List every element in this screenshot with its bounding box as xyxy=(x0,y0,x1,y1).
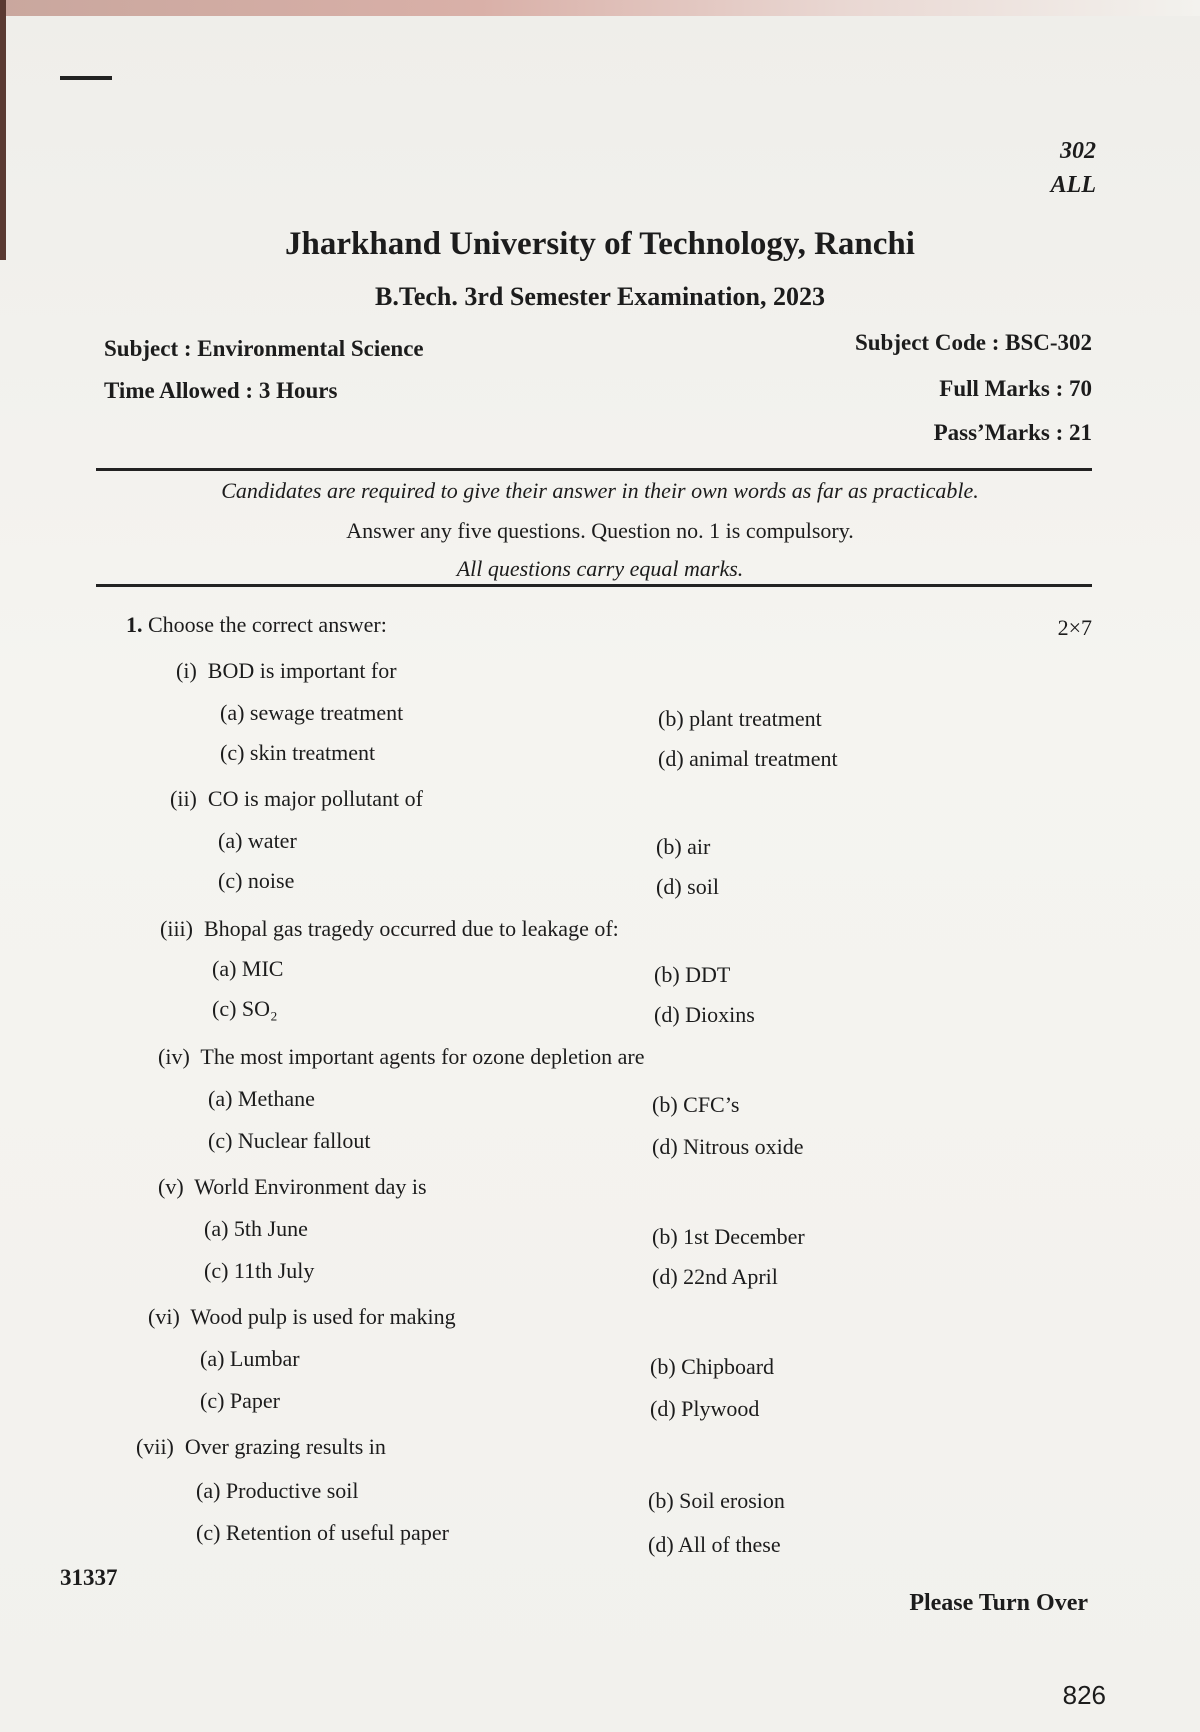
option-ii-c: (c) noise xyxy=(218,868,295,893)
pass-marks: Pass’Marks : 21 xyxy=(933,420,1092,445)
option-vii-b: (b) Soil erosion xyxy=(648,1488,785,1513)
subquestion-number: (i) xyxy=(176,658,197,683)
booklet-code: 31337 xyxy=(60,1565,118,1590)
option-i-a: (a) sewage treatment xyxy=(220,700,404,725)
subquestion-text: BOD is important for xyxy=(207,658,397,683)
instruction-line-2: Answer any five questions. Question no. 1 is compulsory. xyxy=(346,518,854,543)
option-vii-a: (a) Productive soil xyxy=(196,1478,359,1503)
option-vi-d: (d) Plywood xyxy=(650,1396,760,1421)
option-i-c: (c) skin treatment xyxy=(220,740,376,765)
option-i-d: (d) animal treatment xyxy=(658,746,838,771)
university-title: Jharkhand University of Technology, Ranchi xyxy=(285,226,915,262)
subquestion-number: (ii) xyxy=(170,786,197,811)
subquestion-iii xyxy=(160,916,619,942)
question-1-heading xyxy=(126,612,387,638)
option-iii-a: (a) MIC xyxy=(212,956,284,981)
option-iii-c: (c) SO₂ xyxy=(212,996,278,1021)
paper-code: 302 xyxy=(1060,138,1096,164)
option-v-d: (d) 22nd April xyxy=(652,1264,778,1289)
please-turn-over: Please Turn Over xyxy=(909,1590,1088,1616)
subject-code: Subject Code : BSC-302 xyxy=(854,330,1092,355)
subquestion-text: Bhopal gas tragedy occurred due to leakage of: xyxy=(204,916,619,941)
option-iii-d: (d) Dioxins xyxy=(654,1002,755,1027)
option-i-b: (b) plant treatment xyxy=(658,706,822,731)
exam-title: B.Tech. 3rd Semester Examination, 2023 xyxy=(375,282,825,311)
subquestion-iv xyxy=(158,1044,645,1070)
subquestion-v xyxy=(158,1174,427,1200)
subquestion-text: World Environment day is xyxy=(194,1174,427,1199)
divider-bottom xyxy=(96,584,1092,587)
option-vii-c: (c) Retention of useful paper xyxy=(196,1520,449,1545)
subquestion-number: (vii) xyxy=(136,1434,174,1459)
subquestion-number: (iv) xyxy=(158,1044,190,1069)
subquestion-i xyxy=(176,658,397,684)
subquestion-vi xyxy=(148,1304,456,1330)
option-v-b: (b) 1st December xyxy=(652,1224,805,1249)
option-ii-a: (a) water xyxy=(218,828,297,853)
option-v-c: (c) 11th July xyxy=(204,1258,315,1283)
option-ii-b: (b) air xyxy=(656,834,711,859)
question-1-text: Choose the correct answer: xyxy=(148,612,387,637)
option-iv-c: (c) Nuclear fallout xyxy=(208,1128,371,1153)
subquestion-number: (vi) xyxy=(148,1304,180,1329)
full-marks: Full Marks : 70 xyxy=(939,376,1092,401)
subquestion-text: Over grazing results in xyxy=(184,1434,386,1459)
instruction-line-3: All questions carry equal marks. xyxy=(456,556,744,581)
branch-label: ALL xyxy=(1050,172,1096,198)
option-vii-d: (d) All of these xyxy=(648,1532,781,1557)
option-iv-a: (a) Methane xyxy=(208,1086,315,1111)
page-top-edge xyxy=(0,0,1200,16)
option-iv-d: (d) Nitrous oxide xyxy=(652,1134,804,1159)
subquestion-ii xyxy=(170,786,423,812)
option-vi-a: (a) Lumbar xyxy=(200,1346,300,1371)
page-left-edge xyxy=(0,0,6,260)
option-iii-b: (b) DDT xyxy=(654,962,731,987)
paper-code-block xyxy=(1051,134,1096,202)
subquestion-text: The most important agents for ozone depletion are xyxy=(200,1044,645,1069)
option-v-a: (a) 5th June xyxy=(204,1216,308,1241)
question-1-number: 1. xyxy=(126,612,143,637)
option-iv-b: (b) CFC’s xyxy=(652,1092,740,1117)
page-number: 826 xyxy=(1062,1680,1106,1710)
corner-dash-mark xyxy=(60,76,112,80)
subquestion-text: Wood pulp is used for making xyxy=(190,1304,456,1329)
option-vi-c: (c) Paper xyxy=(200,1388,281,1413)
subquestion-vii xyxy=(136,1434,386,1460)
question-1-marks: 2×7 xyxy=(1057,615,1092,640)
divider-top xyxy=(96,468,1092,471)
instruction-line-1: Candidates are required to give their answer in their own words as far as practicable. xyxy=(221,478,979,503)
option-ii-d: (d) soil xyxy=(656,874,719,899)
time-allowed: Time Allowed : 3 Hours xyxy=(104,378,338,403)
subquestion-number: (iii) xyxy=(160,916,193,941)
subject-name: Subject : Environmental Science xyxy=(104,336,424,361)
subquestion-number: (v) xyxy=(158,1174,184,1199)
option-vi-b: (b) Chipboard xyxy=(650,1354,775,1379)
subquestion-text: CO is major pollutant of xyxy=(207,786,423,811)
